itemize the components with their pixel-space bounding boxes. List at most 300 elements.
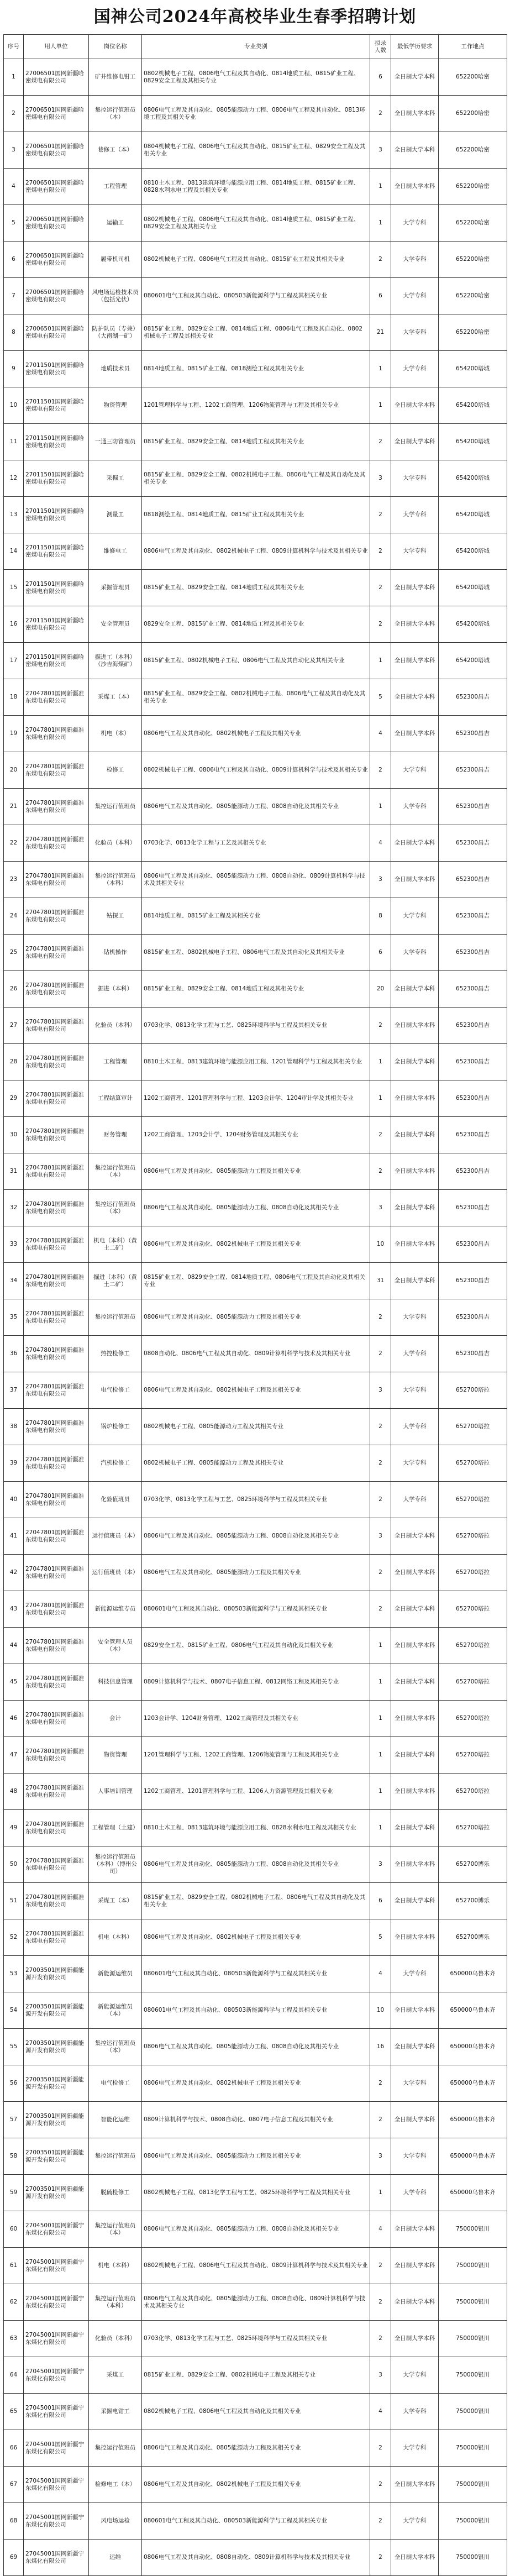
- cell-place: 654200塔城: [439, 460, 507, 497]
- cell-place: 650000乌鲁木齐: [439, 2065, 507, 2102]
- cell-no: 44: [4, 1628, 24, 1664]
- table-row: [4, 1555, 507, 1591]
- cell-edu: 全日制大学本科: [391, 1846, 439, 1883]
- cell-major: 0815矿业工程、0829安全工程、0802机械电子工程、0806电气工程及其自动化及其相关专业: [142, 1883, 370, 1919]
- cell-place: 652300昌吉: [439, 862, 507, 898]
- cell-edu: 大学专科: [391, 2357, 439, 2394]
- cell-count: 5: [370, 1919, 391, 1956]
- header-place: 工作地点: [439, 35, 507, 59]
- cell-unit: 27045001国网新疆宁东煤化有限公司: [24, 2357, 89, 2394]
- cell-no: 4: [4, 169, 24, 205]
- cell-unit: 27011501国网新疆哈密煤电有限公司: [24, 460, 89, 497]
- cell-count: 20: [370, 971, 391, 1008]
- cell-count: 1: [370, 1810, 391, 1846]
- cell-count: 4: [370, 825, 391, 862]
- table-header-row: [4, 35, 507, 59]
- cell-unit: 27045001国网新疆宁东煤化有限公司: [24, 2503, 89, 2540]
- cell-place: 652700塔拉: [439, 1445, 507, 1482]
- cell-edu: 大学专科: [391, 1336, 439, 1372]
- header-edu: 最低学历要求: [391, 35, 439, 59]
- cell-place: 750000银川: [439, 2467, 507, 2503]
- cell-place: 652300昌吉: [439, 1263, 507, 1299]
- cell-no: 24: [4, 898, 24, 935]
- cell-no: 51: [4, 1883, 24, 1919]
- cell-place: 652200哈密: [439, 205, 507, 242]
- cell-unit: 27006501国网新疆哈密煤电有限公司: [24, 314, 89, 351]
- table-row: [4, 1409, 507, 1445]
- cell-unit: 27006501国网新疆哈密煤电有限公司: [24, 278, 89, 314]
- cell-count: 1: [370, 1737, 391, 1774]
- cell-place: 650000乌鲁木齐: [439, 2029, 507, 2065]
- cell-unit: 27047801国网新疆准东煤电有限公司: [24, 862, 89, 898]
- table-row: [4, 278, 507, 314]
- cell-unit: 27003501国网新疆能源开发有限公司: [24, 2102, 89, 2138]
- cell-edu: 全日制大学本科: [391, 2467, 439, 2503]
- cell-edu: 全日制大学本科: [391, 1628, 439, 1664]
- cell-post: 矿井维修电钳工: [89, 59, 142, 96]
- cell-count: 1: [370, 351, 391, 387]
- cell-count: 2: [370, 1445, 391, 1482]
- table-row: [4, 2540, 507, 2576]
- cell-count: 8: [370, 898, 391, 935]
- cell-post: 维修电工: [89, 533, 142, 570]
- cell-edu: 全日制大学本科: [391, 2284, 439, 2321]
- cell-place: 652300昌吉: [439, 679, 507, 716]
- cell-no: 64: [4, 2357, 24, 2394]
- cell-major: 0802机械电子工程、0806电气工程及其自动化、0809计算机科学与技术及其相关专业: [142, 752, 370, 789]
- cell-unit: 27047801国网新疆准东煤电有限公司: [24, 1737, 89, 1774]
- table-row: [4, 1919, 507, 1956]
- cell-count: 1: [370, 205, 391, 242]
- cell-edu: 大学专科: [391, 2175, 439, 2211]
- cell-unit: 27006501国网新疆哈密煤电有限公司: [24, 59, 89, 96]
- cell-edu: 大学专科: [391, 2065, 439, 2102]
- cell-count: 2: [370, 2540, 391, 2576]
- cell-post: 掘进（本科）（黄土二矿）: [89, 1263, 142, 1299]
- cell-no: 26: [4, 971, 24, 1008]
- cell-edu: 全日制大学本科: [391, 387, 439, 424]
- cell-place: 750000银川: [439, 2540, 507, 2576]
- cell-post: 采掘管理员: [89, 570, 142, 606]
- cell-edu: 全日制大学本科: [391, 1518, 439, 1555]
- cell-post: 运输工: [89, 205, 142, 242]
- cell-major: 0806电气工程及其自动化、0805能源动力工程及其相关专业: [142, 2430, 370, 2467]
- cell-post: 机电（本科）: [89, 2248, 142, 2284]
- cell-place: 652700塔拉: [439, 1774, 507, 1810]
- cell-post: 集控运行值班员（本科）（博州公司）: [89, 1846, 142, 1883]
- cell-major: 080601电气工程及其自动化、080503新能源科学与工程及其相关专业: [142, 2503, 370, 2540]
- cell-count: 2: [370, 2503, 391, 2540]
- cell-unit: 27047801国网新疆准东煤电有限公司: [24, 1445, 89, 1482]
- cell-unit: 27047801国网新疆准东煤电有限公司: [24, 1008, 89, 1044]
- cell-no: 57: [4, 2102, 24, 2138]
- cell-unit: 27045001国网新疆宁东煤化有限公司: [24, 2394, 89, 2430]
- cell-post: 集控运行值班员（本科）: [89, 862, 142, 898]
- cell-major: 080601电气工程及其自动化、080503新能源科学与工程及其相关专业: [142, 1956, 370, 1992]
- cell-place: 652300昌吉: [439, 825, 507, 862]
- cell-post: 财务管理: [89, 1117, 142, 1153]
- cell-no: 20: [4, 752, 24, 789]
- cell-count: 1: [370, 789, 391, 825]
- cell-post: 采煤工: [89, 2357, 142, 2394]
- cell-post: 电气检修工: [89, 2065, 142, 2102]
- table-row: [4, 1664, 507, 1701]
- cell-count: 1: [370, 643, 391, 679]
- cell-major: 0806电气工程及其自动化、0808自动化、0809计算机科学与技术及其相关专业: [142, 2540, 370, 2576]
- header-major: 专业类别: [142, 35, 370, 59]
- cell-edu: 全日制大学本科: [391, 1263, 439, 1299]
- table-row: [4, 1336, 507, 1372]
- cell-major: 0802机械电子工程、0806电气工程及其自动化及其相关专业: [142, 2394, 370, 2430]
- cell-unit: 27011501国网新疆哈密煤电有限公司: [24, 424, 89, 460]
- cell-post: 锅炉检修工: [89, 1409, 142, 1445]
- cell-place: 652300昌吉: [439, 898, 507, 935]
- cell-unit: 27003501国网新疆能源开发有限公司: [24, 2065, 89, 2102]
- table-row: [4, 205, 507, 242]
- cell-edu: 全日制大学本科: [391, 825, 439, 862]
- cell-edu: 大学专科: [391, 205, 439, 242]
- cell-place: 654200塔城: [439, 351, 507, 387]
- cell-major: 0806电气工程及其自动化、0805能源动力工程、0808自动化、0809计算机科学与技术及其相关专业: [142, 862, 370, 898]
- cell-count: 4: [370, 2394, 391, 2430]
- cell-count: 3: [370, 1518, 391, 1555]
- cell-post: 地质技术员: [89, 351, 142, 387]
- table-row: [4, 1299, 507, 1336]
- cell-place: 652700博乐: [439, 1919, 507, 1956]
- cell-place: 652300昌吉: [439, 1117, 507, 1153]
- cell-no: 66: [4, 2430, 24, 2467]
- cell-post: 钻机操作: [89, 935, 142, 971]
- cell-no: 11: [4, 424, 24, 460]
- cell-edu: 大学专科: [391, 935, 439, 971]
- cell-post: 采煤工（本）: [89, 679, 142, 716]
- cell-count: 2: [370, 2284, 391, 2321]
- cell-place: 652300昌吉: [439, 1299, 507, 1336]
- cell-place: 750000银川: [439, 2211, 507, 2248]
- cell-major: 0808自动化、0806电气工程及其自动化、0809计算机科学与技术及其相关专业: [142, 1336, 370, 1372]
- cell-edu: 全日制大学本科: [391, 169, 439, 205]
- cell-post: 热控检修工: [89, 1336, 142, 1372]
- cell-no: 36: [4, 1336, 24, 1372]
- cell-no: 37: [4, 1372, 24, 1409]
- table-row: [4, 2248, 507, 2284]
- cell-no: 54: [4, 1992, 24, 2029]
- cell-post: 掘进工（本科）（沙吉海煤矿）: [89, 643, 142, 679]
- cell-edu: 全日制大学本科: [391, 1190, 439, 1226]
- cell-edu: 全日制大学本科: [391, 1044, 439, 1080]
- table-row: [4, 716, 507, 752]
- cell-edu: 大学专科: [391, 1409, 439, 1445]
- cell-post: 掘进（本科）: [89, 971, 142, 1008]
- cell-no: 13: [4, 497, 24, 533]
- table-row: [4, 825, 507, 862]
- cell-place: 652300昌吉: [439, 1080, 507, 1117]
- cell-post: 一通三防管理员: [89, 424, 142, 460]
- cell-unit: 27003501国网新疆能源开发有限公司: [24, 2138, 89, 2175]
- cell-unit: 27003501国网新疆能源开发有限公司: [24, 2175, 89, 2211]
- recruitment-table: [3, 34, 507, 2576]
- cell-edu: 全日制大学本科: [391, 1737, 439, 1774]
- cell-edu: 全日制大学本科: [391, 2248, 439, 2284]
- cell-major: 0815矿业工程、0829安全工程、0814地质工程、0806电气工程及其自动化及其相关专业: [142, 1263, 370, 1299]
- cell-post: 运行值班员（本）: [89, 1518, 142, 1555]
- cell-post: 科技信息管理: [89, 1664, 142, 1701]
- cell-unit: 27045001国网新疆宁东煤化有限公司: [24, 2467, 89, 2503]
- cell-no: 67: [4, 2467, 24, 2503]
- cell-major: 0815矿业工程、0829安全工程、0802机械电子工程及其相关专业: [142, 2357, 370, 2394]
- cell-unit: 27047801国网新疆准东煤电有限公司: [24, 825, 89, 862]
- cell-unit: 27045001国网新疆宁东煤化有限公司: [24, 2284, 89, 2321]
- cell-place: 750000银川: [439, 2248, 507, 2284]
- cell-unit: 27047801国网新疆准东煤电有限公司: [24, 1226, 89, 1263]
- cell-post: 集控运行值班员: [89, 2430, 142, 2467]
- cell-place: 650000乌鲁木齐: [439, 1956, 507, 1992]
- cell-unit: 27047801国网新疆准东煤电有限公司: [24, 971, 89, 1008]
- cell-place: 652200哈密: [439, 59, 507, 96]
- cell-major: 1202工商管理、1203会计学、1204财务管理及其相关专业: [142, 1117, 370, 1153]
- cell-count: 2: [370, 1117, 391, 1153]
- cell-major: 0815矿业工程、0829安全工程、0802机械电子工程、0806电气工程及其自动化及其相关专业: [142, 460, 370, 497]
- cell-no: 19: [4, 716, 24, 752]
- cell-no: 12: [4, 460, 24, 497]
- cell-post: 采掘工: [89, 460, 142, 497]
- cell-count: 2: [370, 2467, 391, 2503]
- cell-major: 080601电气工程及其自动化、080503新能源科学与工程及其相关专业: [142, 1591, 370, 1628]
- table-row: [4, 1226, 507, 1263]
- cell-count: 3: [370, 862, 391, 898]
- table-row: [4, 643, 507, 679]
- table-row: [4, 1044, 507, 1080]
- cell-no: 58: [4, 2138, 24, 2175]
- cell-place: 654200塔城: [439, 533, 507, 570]
- cell-place: 652200哈密: [439, 132, 507, 169]
- table-body: [4, 59, 507, 2576]
- cell-post: 测量工: [89, 497, 142, 533]
- cell-major: 0810土木工程、0813建筑环境与能源应用工程、1201管理科学与工程及其相关专业: [142, 1044, 370, 1080]
- cell-edu: 全日制大学本科: [391, 1810, 439, 1846]
- cell-unit: 27047801国网新疆准东煤电有限公司: [24, 1701, 89, 1737]
- cell-edu: 全日制大学本科: [391, 643, 439, 679]
- cell-edu: 大学专科: [391, 1299, 439, 1336]
- cell-edu: 大学专科: [391, 278, 439, 314]
- cell-major: 0804机械电子工程、0806电气工程及其自动化、0815矿业工程、0829安全工程及其相关专业: [142, 132, 370, 169]
- cell-post: 钻探工: [89, 898, 142, 935]
- header-post: 岗位名称: [89, 35, 142, 59]
- cell-no: 47: [4, 1737, 24, 1774]
- cell-edu: 大学专科: [391, 533, 439, 570]
- cell-post: 巷修工（本）: [89, 132, 142, 169]
- cell-no: 45: [4, 1664, 24, 1701]
- cell-count: 4: [370, 1956, 391, 1992]
- table-row: [4, 1701, 507, 1737]
- cell-major: 0810土木工程、0813建筑环境与能源应用工程、0828水利水电工程及其相关专业: [142, 1810, 370, 1846]
- cell-edu: 全日制大学本科: [391, 2321, 439, 2357]
- table-row: [4, 752, 507, 789]
- cell-place: 652700塔拉: [439, 1810, 507, 1846]
- cell-post: 集控运行值班员（本）: [89, 2211, 142, 2248]
- cell-place: 750000银川: [439, 2394, 507, 2430]
- cell-no: 48: [4, 1774, 24, 1810]
- cell-edu: 大学专科: [391, 460, 439, 497]
- cell-no: 2: [4, 96, 24, 132]
- cell-place: 654200塔城: [439, 387, 507, 424]
- cell-no: 7: [4, 278, 24, 314]
- cell-unit: 27047801国网新疆准东煤电有限公司: [24, 1044, 89, 1080]
- cell-count: 5: [370, 679, 391, 716]
- cell-major: 080601电气工程及其自动化、080503新能源科学与工程及其相关专业: [142, 278, 370, 314]
- cell-count: 6: [370, 1883, 391, 1919]
- cell-count: 1: [370, 2175, 391, 2211]
- cell-count: 1: [370, 1774, 391, 1810]
- cell-unit: 27011501国网新疆哈密煤电有限公司: [24, 387, 89, 424]
- cell-post: 化验值班员: [89, 1482, 142, 1518]
- cell-major: 0802机械电子工程、0805能源动力工程及其相关专业: [142, 1409, 370, 1445]
- cell-edu: 全日制大学本科: [391, 606, 439, 643]
- cell-major: 0815矿业工程、0829安全工程、0814地质工程及其相关专业: [142, 971, 370, 1008]
- cell-post: 集控运行值班员（本）: [89, 1190, 142, 1226]
- cell-no: 25: [4, 935, 24, 971]
- cell-major: 0806电气工程及其自动化、0802机械电子工程及其相关专业: [142, 1226, 370, 1263]
- cell-count: 2: [370, 1591, 391, 1628]
- cell-edu: 全日制大学本科: [391, 59, 439, 96]
- table-row: [4, 1883, 507, 1919]
- cell-unit: 27047801国网新疆准东煤电有限公司: [24, 1846, 89, 1883]
- cell-no: 8: [4, 314, 24, 351]
- cell-post: 集控运行值班员（本科）: [89, 2284, 142, 2321]
- cell-count: 6: [370, 278, 391, 314]
- cell-post: 运行值班员（本）: [89, 1555, 142, 1591]
- cell-count: 2: [370, 752, 391, 789]
- table-row: [4, 2029, 507, 2065]
- cell-unit: 27047801国网新疆准东煤电有限公司: [24, 1591, 89, 1628]
- cell-no: 3: [4, 132, 24, 169]
- cell-no: 35: [4, 1299, 24, 1336]
- cell-place: 652700塔拉: [439, 1518, 507, 1555]
- cell-edu: 全日制大学本科: [391, 1008, 439, 1044]
- cell-post: 化验员（本科）: [89, 1008, 142, 1044]
- cell-edu: 全日制大学本科: [391, 2211, 439, 2248]
- cell-no: 28: [4, 1044, 24, 1080]
- table-row: [4, 1774, 507, 1810]
- cell-major: 1202工商管理、1201管理科学与工程、1203会计学、1204审计学及其相关专业: [142, 1080, 370, 1117]
- table-row: [4, 2321, 507, 2357]
- cell-edu: 全日制大学本科: [391, 1080, 439, 1117]
- cell-post: 工程管理: [89, 169, 142, 205]
- cell-count: 2: [370, 1153, 391, 1190]
- table-row: [4, 1445, 507, 1482]
- cell-place: 652700塔拉: [439, 1591, 507, 1628]
- cell-no: 27: [4, 1008, 24, 1044]
- cell-unit: 27003501国网新疆能源开发有限公司: [24, 1956, 89, 1992]
- cell-edu: 大学专科: [391, 1956, 439, 1992]
- cell-edu: 全日制大学本科: [391, 1226, 439, 1263]
- cell-post: 安全管理员: [89, 606, 142, 643]
- cell-major: 0809计算机科学与技术、0808自动化、0807电子信息工程及其相关专业: [142, 2102, 370, 2138]
- cell-major: 0703化学、0813化学工程与工艺、0825环境科学与工程及其相关专业: [142, 2321, 370, 2357]
- cell-count: 2: [370, 242, 391, 278]
- cell-count: 10: [370, 1992, 391, 2029]
- cell-no: 16: [4, 606, 24, 643]
- cell-unit: 27047801国网新疆准东煤电有限公司: [24, 1883, 89, 1919]
- cell-unit: 27047801国网新疆准东煤电有限公司: [24, 935, 89, 971]
- cell-place: 650000乌鲁木齐: [439, 2175, 507, 2211]
- cell-major: 0806电气工程及其自动化、0802机械电子工程及其相关专业: [142, 716, 370, 752]
- cell-no: 34: [4, 1263, 24, 1299]
- cell-edu: 全日制大学本科: [391, 424, 439, 460]
- cell-major: 0806电气工程及其自动化、0802机械电子工程、0809计算机科学与技术及其相关专业: [142, 533, 370, 570]
- cell-unit: 27047801国网新疆准东煤电有限公司: [24, 1664, 89, 1701]
- cell-post: 集控运行值班员（本）: [89, 2029, 142, 2065]
- cell-count: 3: [370, 2138, 391, 2175]
- table-row: [4, 1591, 507, 1628]
- cell-place: 652700塔拉: [439, 1372, 507, 1409]
- cell-post: 智能化运维: [89, 2102, 142, 2138]
- cell-place: 652700博乐: [439, 1883, 507, 1919]
- cell-major: 0829安全工程、0815矿业工程、0806电气工程及其自动化及其相关专业: [142, 1628, 370, 1664]
- cell-major: 0806电气工程及其自动化、0805能源动力工程及其相关专业: [142, 2138, 370, 2175]
- cell-place: 654200塔城: [439, 643, 507, 679]
- table-row: [4, 242, 507, 278]
- cell-unit: 27011501国网新疆哈密煤电有限公司: [24, 533, 89, 570]
- cell-unit: 27006501国网新疆哈密煤电有限公司: [24, 242, 89, 278]
- table-row: [4, 606, 507, 643]
- cell-count: 2: [370, 2065, 391, 2102]
- cell-edu: 全日制大学本科: [391, 570, 439, 606]
- table-row: [4, 1846, 507, 1883]
- cell-count: 4: [370, 2211, 391, 2248]
- cell-post: 会计: [89, 1701, 142, 1737]
- cell-post: 物资管理: [89, 387, 142, 424]
- cell-count: 2: [370, 1336, 391, 1372]
- cell-major: 0703化学、0813化学工程与工艺、0825环境科学与工程及其相关专业: [142, 1482, 370, 1518]
- cell-count: 2: [370, 1299, 391, 1336]
- cell-edu: 大学专科: [391, 1482, 439, 1518]
- cell-edu: 大学专科: [391, 242, 439, 278]
- cell-no: 30: [4, 1117, 24, 1153]
- cell-post: 新能源运维专员: [89, 1591, 142, 1628]
- cell-unit: 27047801国网新疆准东煤电有限公司: [24, 1117, 89, 1153]
- header-count: 拟录人数: [370, 35, 391, 59]
- cell-count: 2: [370, 606, 391, 643]
- table-row: [4, 2284, 507, 2321]
- cell-place: 652700塔拉: [439, 1482, 507, 1518]
- cell-no: 59: [4, 2175, 24, 2211]
- cell-no: 32: [4, 1190, 24, 1226]
- cell-unit: 27047801国网新疆准东煤电有限公司: [24, 1482, 89, 1518]
- cell-count: 2: [370, 1008, 391, 1044]
- table-row: [4, 1737, 507, 1774]
- cell-no: 22: [4, 825, 24, 862]
- cell-post: 检修工: [89, 752, 142, 789]
- table-row: [4, 1117, 507, 1153]
- cell-major: 0806电气工程及其自动化、0802机械电子工程及其相关专业: [142, 1372, 370, 1409]
- cell-place: 750000银川: [439, 2503, 507, 2540]
- cell-count: 10: [370, 1226, 391, 1263]
- cell-edu: 全日制大学本科: [391, 1774, 439, 1810]
- table-row: [4, 351, 507, 387]
- cell-major: 0806电气工程及其自动化、0802机械电子工程及其相关专业: [142, 2065, 370, 2102]
- cell-unit: 27045001国网新疆宁东煤化有限公司: [24, 2248, 89, 2284]
- cell-major: 1201管理科学与工程、1202工商管理、1206物流管理与工程及其相关专业: [142, 1737, 370, 1774]
- cell-major: 0818测绘工程、0814地质工程、0815矿业工程及其相关专业: [142, 497, 370, 533]
- cell-count: 6: [370, 59, 391, 96]
- cell-no: 49: [4, 1810, 24, 1846]
- cell-place: 750000银川: [439, 2284, 507, 2321]
- table-row: [4, 533, 507, 570]
- cell-unit: 27045001国网新疆宁东煤化有限公司: [24, 2321, 89, 2357]
- cell-no: 38: [4, 1409, 24, 1445]
- cell-count: 4: [370, 716, 391, 752]
